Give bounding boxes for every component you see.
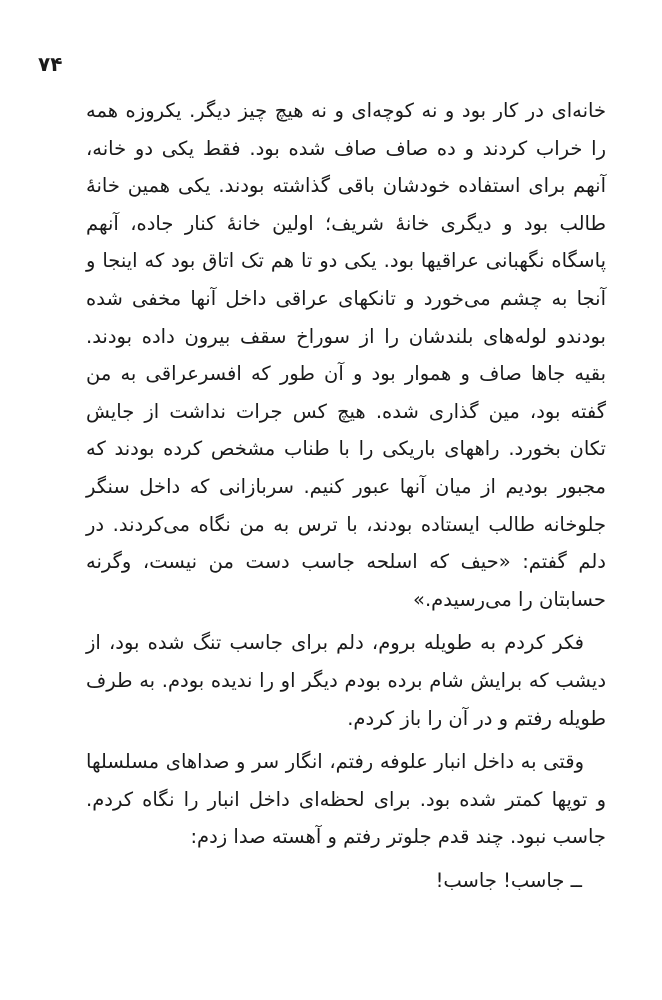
dialogue-line: ــ جاسب! جاسب! — [435, 868, 582, 892]
paragraph: خانه‌ای در کار بود و نه کوچه‌ای و نه هیچ چیز دیگر. یکروزه همه را خراب کردند و ده صاف صاف شده بود. فقط یکی دو خانه، آنهم برای استفاده خودشان باقی گذاشته بودند. یکی همین خانهٔ طالب بود و دیگری خانهٔ شریف؛ اولین خانهٔ کنار جاده، آنهم پاسگاه نگهبانی عراقیها بود. یکی دو تا هم تک اتاق بود که اینجا و آنجا به چشم می‌خورد و تانکهای عراقی داخل آنها مخفی شده بودندو لوله‌های بلندشان را از سوراخ سقف بیرون داده بودند. بقیه جاها صاف و هموار بود و آن طور که افسرعراقی به من گفته بود، مین گذاری شده. هیچ کس جرات نداشت از جایش تکان بخورد. راههای باریکی را با طناب مشخص کرده بودند که مجبور بودیم از میان آنها عبور کنیم. سربازانی که داخل سنگر جلوخانه طالب ایستاده بودند، با ترس به من نگاه می‌کردند. در دلم گفتم: «حیف که اسلحه جاسب دست من نیست، وگرنه حسابتان را می‌رسیدم.» — [86, 99, 606, 611]
paragraph: وقتی به داخل انبار علوفه رفتم، انگار سر و صداهای مسلسلها و توپها کمتر شده بود. برای لحظه‌ای داخل انبار را نگاه کردم. جاسب نبود. چند قدم جلوتر رفتم و آهسته صدا زدم: — [86, 750, 606, 849]
body-text — [86, 92, 606, 899]
page-number: ۷۴ — [38, 52, 63, 76]
paragraph: فکر کردم به طویله بروم، دلم برای جاسب تنگ شده بود، از دیشب که برایش شام برده بودم دیگر او را ندیده بودم. به طرف طویله رفتم و در آن را باز کردم. — [86, 631, 606, 730]
